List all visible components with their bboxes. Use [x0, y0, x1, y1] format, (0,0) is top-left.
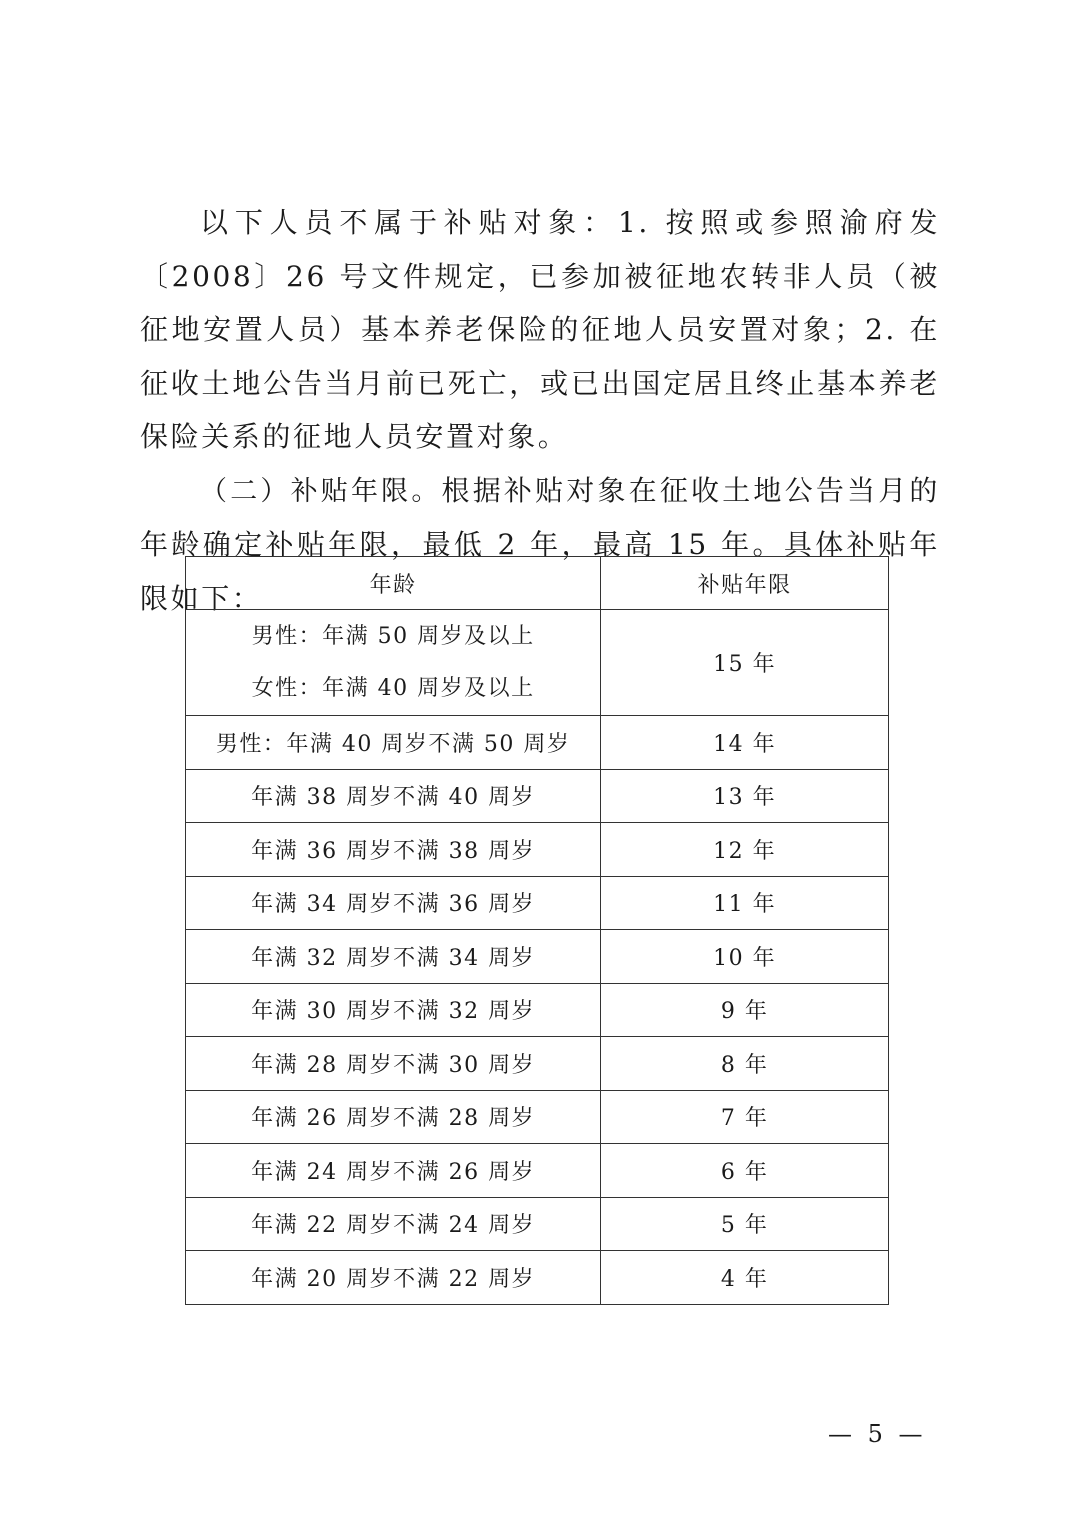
- table-row: [186, 983, 889, 1037]
- years-cell: 7 年: [601, 1090, 889, 1144]
- age-cell: 年满 22 周岁不满 24 周岁: [186, 1197, 601, 1251]
- age-cell: 年满 38 周岁不满 40 周岁: [186, 769, 601, 823]
- years-cell: 12 年: [601, 823, 889, 877]
- years-cell: 14 年: [601, 716, 889, 770]
- table-row: [186, 1037, 889, 1091]
- header-age: 年龄: [186, 557, 601, 610]
- age-cell: 年满 24 周岁不满 26 周岁: [186, 1144, 601, 1198]
- table-row: [186, 876, 889, 930]
- years-cell: 4 年: [601, 1251, 889, 1305]
- age-line-male: 男性：年满 50 周岁及以上: [251, 623, 535, 649]
- age-cell: 年满 30 周岁不满 32 周岁: [186, 983, 601, 1037]
- table-row: [186, 769, 889, 823]
- years-cell: 5 年: [601, 1197, 889, 1251]
- table-row: [186, 1144, 889, 1198]
- age-cell: 年满 32 周岁不满 34 周岁: [186, 930, 601, 984]
- age-cell: 年满 20 周岁不满 22 周岁: [186, 1251, 601, 1305]
- table-row: [186, 1090, 889, 1144]
- years-cell: 8 年: [601, 1037, 889, 1091]
- table-row: [186, 823, 889, 877]
- years-cell: 6 年: [601, 1144, 889, 1198]
- age-line-female: 女性：年满 40 周岁及以上: [251, 675, 535, 701]
- age-cell: 年满 34 周岁不满 36 周岁: [186, 876, 601, 930]
- section-heading-subsidy-years: （二）补贴年限。: [200, 475, 442, 507]
- years-cell: 11 年: [601, 876, 889, 930]
- subsidy-years-table: [185, 556, 889, 1305]
- age-cell: 年满 26 周岁不满 28 周岁: [186, 1090, 601, 1144]
- table-row: [186, 1251, 889, 1305]
- age-cell: 年满 28 周岁不满 30 周岁: [186, 1037, 601, 1091]
- header-subsidy-years: 补贴年限: [601, 557, 889, 610]
- years-cell: 9 年: [601, 983, 889, 1037]
- table-row: [186, 716, 889, 770]
- page-number: — 5 —: [828, 1420, 927, 1448]
- table-row: [186, 1197, 889, 1251]
- paragraph-subsidy-years-body: 根据补贴对象在征收土地公告当月的年龄确定补贴年限，最低 2 年，最高 15 年。具体补贴年限如下：: [140, 473, 940, 615]
- table-row: [186, 930, 889, 984]
- years-cell: 13 年: [601, 769, 889, 823]
- years-cell: 15 年: [601, 610, 889, 716]
- age-cell: 男性：年满 40 周岁不满 50 周岁: [186, 716, 601, 770]
- years-cell: 10 年: [601, 930, 889, 984]
- age-cell: [186, 610, 601, 716]
- table-header-row: [186, 557, 889, 610]
- table-row: [186, 610, 889, 716]
- paragraph-non-eligible: 以下人员不属于补贴对象：1. 按照或参照渝府发〔2008〕26 号文件规定，已参加被征地农转非人员（被征地安置人员）基本养老保险的征地人员安置对象；2. 在征收土地公告当月前已死亡，或已出国定居且终止基本养老保险关系的征地人员安置对象。: [140, 206, 940, 453]
- age-cell: 年满 36 周岁不满 38 周岁: [186, 823, 601, 877]
